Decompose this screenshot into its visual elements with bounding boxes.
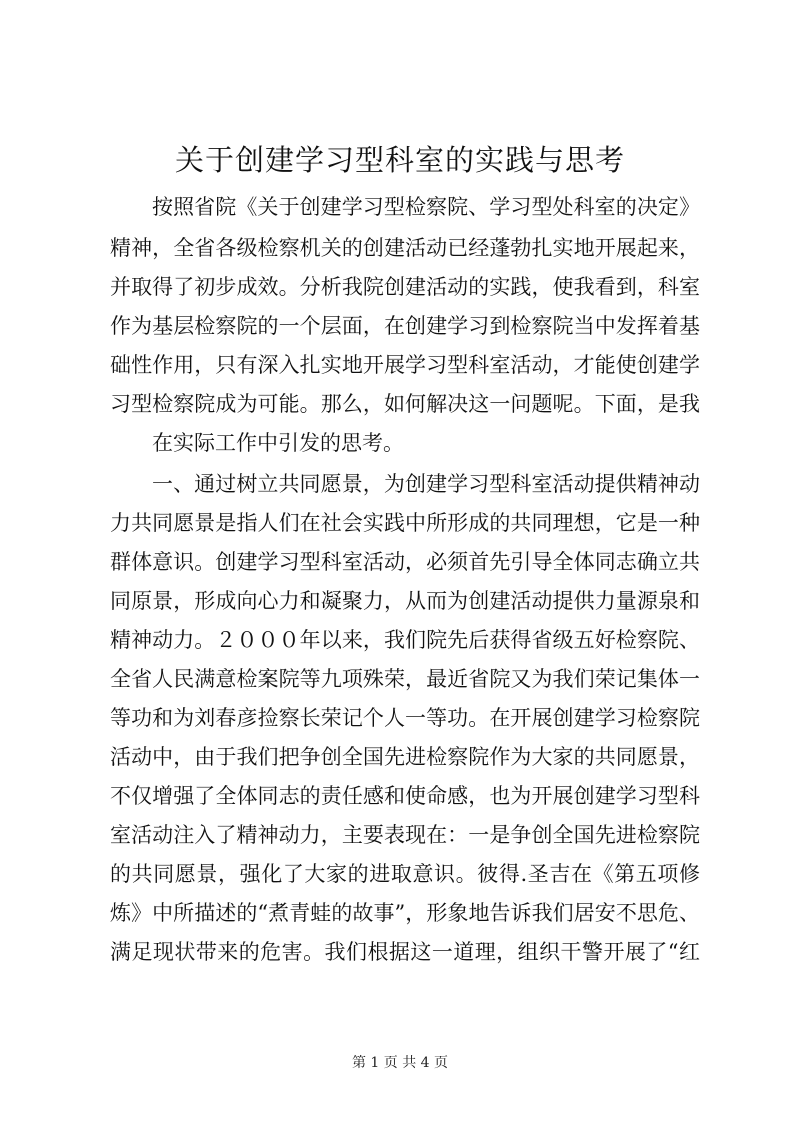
paragraph-line: 一、通过树立共同愿景，为创建学习型科室活动提供精神动 [152,472,700,496]
paragraph-line: 精神，全省各级检察机关的创建活动已经蓬勃扎实地开展起来， [110,236,700,260]
paragraph-line: 并取得了初步成效。分析我院创建活动的实践，使我看到，科室 [110,275,700,299]
paragraph-line: 室活动注入了精神动力，主要表现在：一是争创全国先进检察院 [110,823,700,847]
paragraph-line: 群体意识。创建学习型科室活动，必须首先引导全体同志确立共 [110,550,700,574]
paragraph-line: 的共同愿景，强化了大家的进取意识。彼得.圣吉在《第五项修 [110,862,700,886]
paragraph-line: 作为基层检察院的一个层面，在创建学习到检察院当中发挥着基 [110,314,700,338]
paragraph-line: 精神动力。２０００年以来，我们院先后获得省级五好检察院、 [110,628,700,652]
paragraph-line: 习型检察院成为可能。那么，如何解决这一问题呢。下面，是我 [110,392,700,416]
paragraph-line: 活动中，由于我们把争创全国先进检察院作为大家的共同愿景， [110,745,700,769]
page-footer: 第 1 页 共 4 页 [351,1055,449,1071]
paragraph-line: 力共同愿景是指人们在社会实践中所形成的共同理想，它是一种 [110,511,700,535]
paragraph-line: 满足现状带来的危害。我们根据这一道理，组织干警开展了“红 [110,940,700,964]
paragraph-line: 不仅增强了全体同志的责任感和使命感，也为开展创建学习型科 [110,784,700,808]
paragraph-line: 等功和为刘春彦捡察长荣记个人一等功。在开展创建学习检察院 [110,706,700,730]
paragraph-line: 在实际工作中引发的思考。 [152,431,404,455]
paragraph-line: 同原景，形成向心力和凝聚力，从而为创建活动提供力量源泉和 [110,589,700,613]
paragraph-line: 全省人民满意检案院等九项殊荣，最近省院又为我们荣记集体一 [110,667,700,691]
paragraph-line: 炼》中所描述的“煮青蛙的故事”，形象地告诉我们居安不思危、 [110,901,700,925]
paragraph-line: 按照省院《关于创建学习型检察院、学习型处科室的决定》 [152,195,700,219]
paragraph-line: 础性作用，只有深入扎实地开展学习型科室活动，才能使创建学 [110,353,700,377]
document-title: 关于创建学习型科室的实践与思考 [174,143,625,177]
